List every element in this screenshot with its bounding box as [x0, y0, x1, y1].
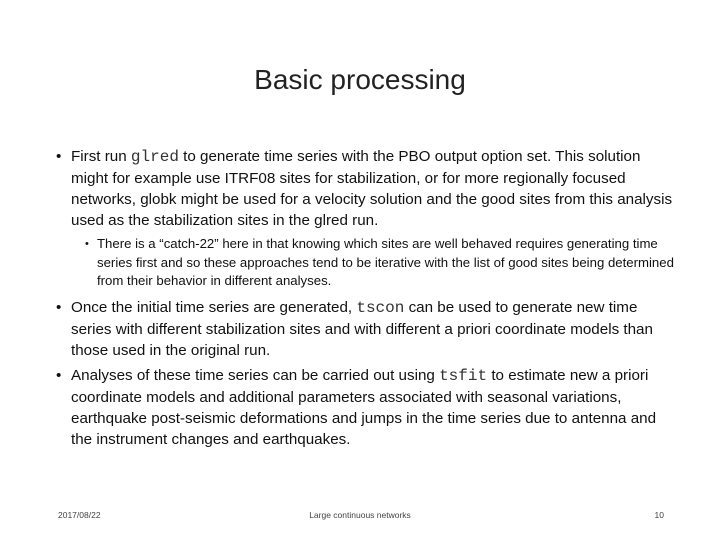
bullet-text-pre: First run	[71, 148, 131, 165]
bullet-dot-icon: •	[56, 298, 62, 316]
bullet-text-pre: Once the initial time series are generated,	[71, 298, 357, 316]
bullet-tsfit	[55, 365, 675, 450]
footer-date: 2017/08/22	[58, 510, 101, 520]
command-tsfit: tsfit	[439, 366, 488, 385]
bullet-tscon	[55, 297, 675, 361]
bullet-text-pre: Analyses of these time series can be carried out using	[71, 366, 440, 384]
sub-bullet-catch22	[55, 235, 675, 291]
sub-bullet-text: There is a “catch-22” here in that knowing which sites are well behaved requires generating time series first and so these approaches tend to be iterative with the list of good sites being determined from their behavior in different analyses.	[97, 236, 674, 288]
slide-body	[55, 146, 675, 454]
bullet-text-post: to generate time series with the PBO output option set. This solution might for example use ITRF08 sites for stabilization, or for more regionally focused networks, globk might be used for a velocity solution and the good sites from this analysis used as the stabilization sites in the glred run.	[71, 148, 673, 229]
bullet-dot-icon: •	[56, 366, 62, 384]
bullet-dot-icon: •	[56, 148, 62, 165]
footer-page-number: 10	[654, 510, 664, 520]
command-glred: glred	[130, 148, 179, 166]
sub-bullet-dot-icon: •	[85, 238, 89, 250]
bullet-text-post: can be used to generate new time series with different stabilization sites and with different a priori coordinate models than those used in the original run.	[71, 298, 653, 359]
footer-title: Large continuous networks	[309, 510, 411, 520]
bullet-text-post: to estimate new a priori coordinate models and additional parameters associated with seasonal variations, earthquake post-seismic deformations and jumps in the time series due to antenna and the instrument changes and earthquakes.	[71, 366, 657, 448]
command-tscon: tscon	[356, 298, 405, 317]
slide-title: Basic processing	[254, 64, 466, 95]
bullet-glred	[55, 146, 675, 231]
